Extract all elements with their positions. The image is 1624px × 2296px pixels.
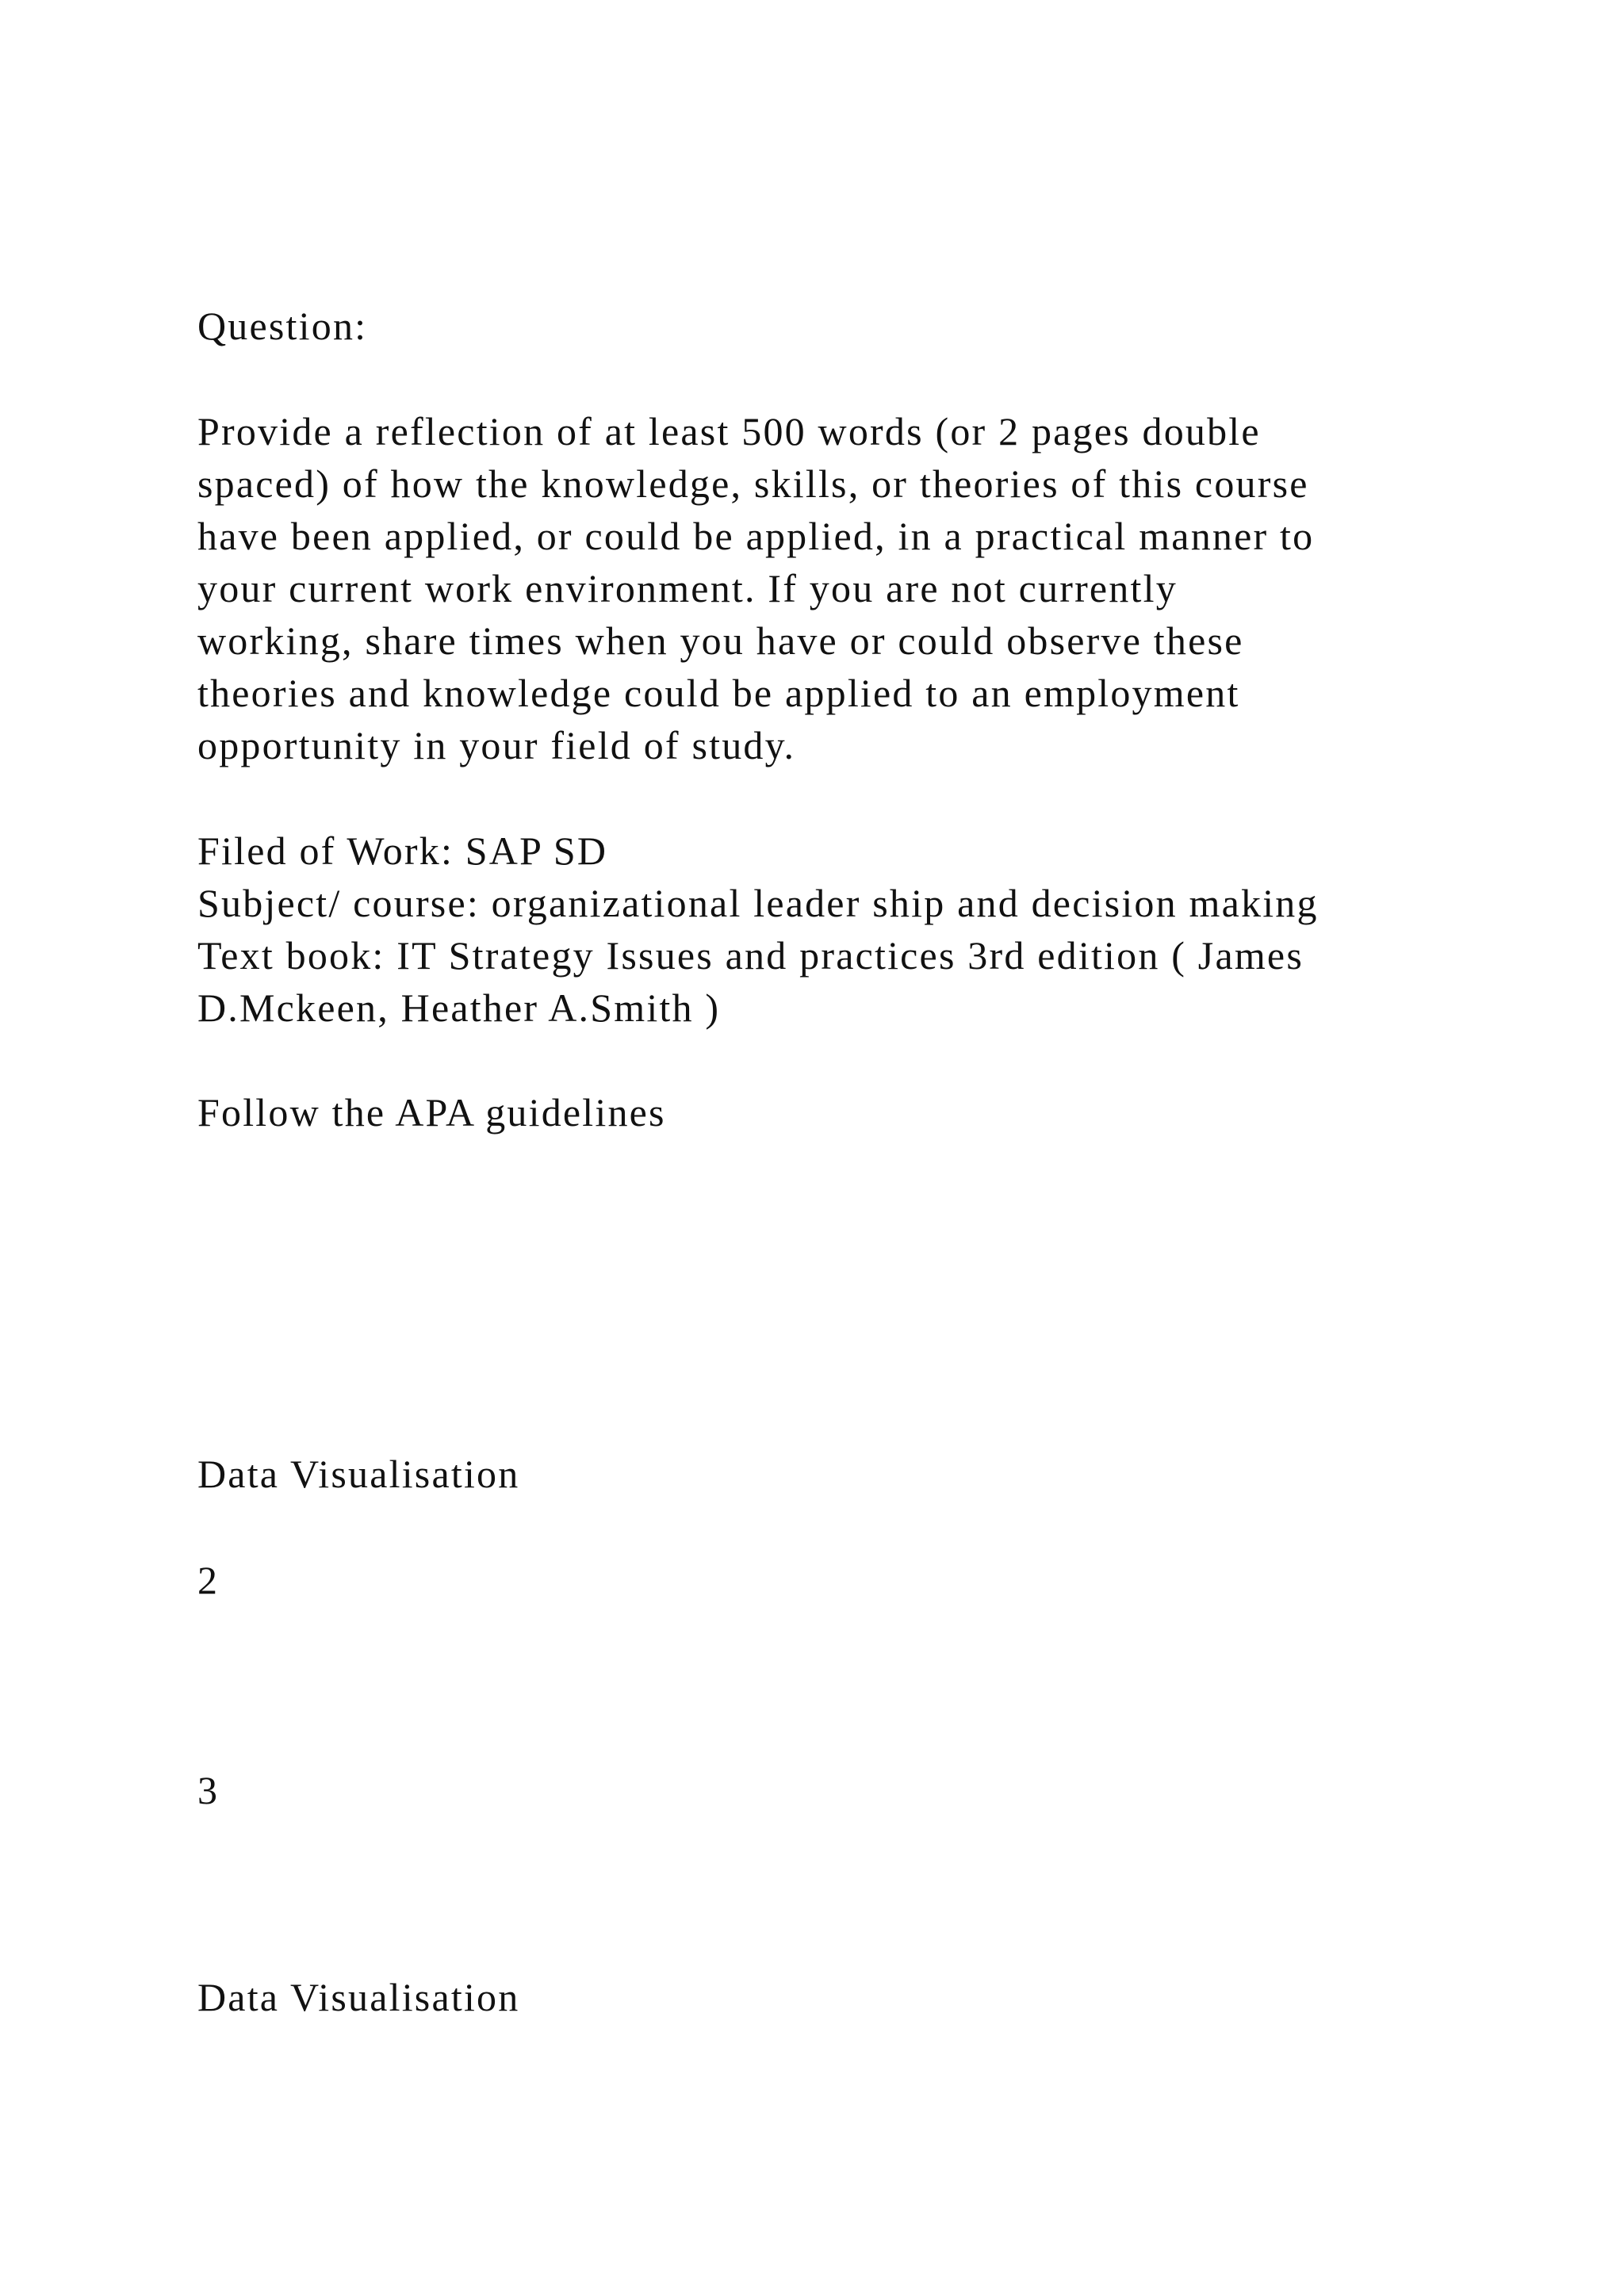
details-line: D.Mckeen, Heather A.Smith ) <box>197 985 721 1030</box>
prompt-line: working, share times when you have or could observe these <box>197 618 1244 663</box>
details-line: Subject/ course: organizational leader ship and decision making <box>197 881 1319 925</box>
prompt-line: theories and knowledge could be applied to an employment <box>197 671 1240 715</box>
footer-title: Data Visualisation <box>197 1452 520 1496</box>
page-number: 2 <box>197 1558 220 1602</box>
prompt-line: your current work environment. If you are not currently <box>197 566 1178 610</box>
page-number: 3 <box>197 1768 220 1812</box>
details-line: Filed of Work: SAP SD <box>197 828 608 873</box>
prompt-line: spaced) of how the knowledge, skills, or theories of this course <box>197 461 1309 506</box>
apa-instruction: Follow the APA guidelines <box>197 1090 666 1135</box>
prompt-line: Provide a reflection of at least 500 words (or 2 pages double <box>197 409 1261 453</box>
details-line: Text book: IT Strategy Issues and practices 3rd edition ( James <box>197 933 1304 978</box>
prompt-line: opportunity in your field of study. <box>197 723 796 767</box>
footer-title: Data Visualisation <box>197 1975 520 2019</box>
prompt-line: have been applied, or could be applied, in a practical manner to <box>197 514 1315 558</box>
question-heading: Question: <box>197 304 368 348</box>
